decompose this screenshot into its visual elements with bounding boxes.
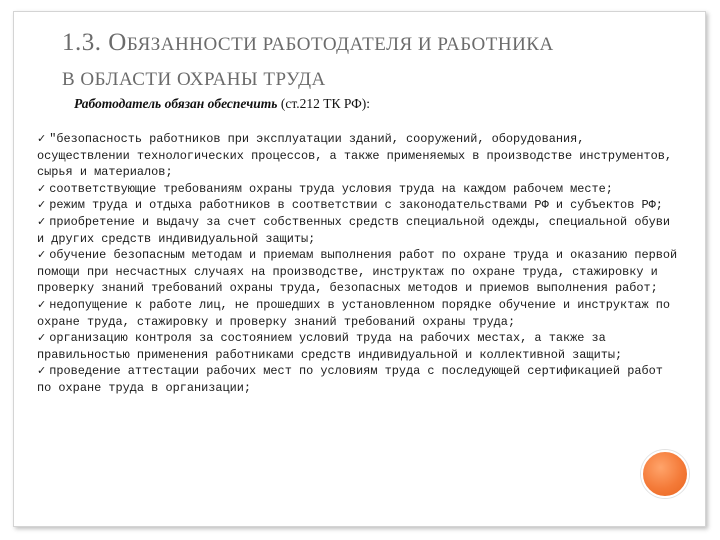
duty-item [37,297,683,330]
check-icon: ✓ [37,181,47,195]
duty-item-text: режим труда и отдыха работников в соответствии с законодательствами РФ и субъектов РФ; [49,198,663,213]
check-icon: ✓ [37,297,47,311]
decorative-orange-circle [641,450,689,498]
duty-item-text: приобретение и выдачу за счет собственных средств специальной одежды, специальной обуви и других средств индивидуальной защиты; [37,214,671,246]
duty-item-text: организацию контроля за состоянием условий труда на рабочих местах, а также за правильностью применения работниками средств индивидуальной и коллективной защиты; [37,331,623,362]
check-icon: ✓ [37,331,47,345]
duty-item [37,247,683,297]
duty-item [37,197,683,214]
duties-list [37,131,683,397]
lead-italic: Работодатель обязан обеспечить [74,96,278,111]
check-icon: ✓ [37,132,47,145]
lead-text [74,96,370,112]
duty-item [37,131,683,181]
duty-item [37,181,683,198]
check-icon: ✓ [37,248,47,262]
check-icon: ✓ [37,364,47,378]
duty-item-text: проведение аттестации рабочих мест по условиям труда с последующей сертификацией работ по охране труда в организации; [37,364,663,395]
check-icon: ✓ [37,214,47,228]
title-cap-letter: О [108,29,127,56]
duty-item [37,330,683,363]
title-number: 1.3. [62,29,102,56]
duty-item [37,214,683,247]
slide-title [62,28,554,91]
duty-item-text: недопущение к работе лиц, не прошедших в установленном порядке обучение и инструктаж по охране труда, стажировку и проверку знаний требований охраны труда; [37,297,671,329]
duty-item [37,363,683,396]
duty-item-text: "безопасность работников при эксплуатации зданий, сооружений, оборудования, осуществлении технологических процессов, а также применяемых в производстве инструментов, сырья и материалов; [37,132,673,180]
lead-rest: (ст.212 ТК РФ): [277,96,371,111]
title-line-1-rest: БЯЗАННОСТИ РАБОТОДАТЕЛЯ И РАБОТНИКА [126,34,554,55]
check-icon: ✓ [37,198,47,212]
duty-item-text: соответствующие требованиям охраны труда условия труда на каждом рабочем месте; [49,181,613,196]
title-line-1 [62,28,554,60]
duty-item-text: обучение безопасным методам и приемам выполнения работ по охране труда и оказанию первой помощи при несчастных случаях на производстве, инструктаж по охране труда, стажировку и проверку знаний требований охраны труда, безопасных методов и приемов выполнения работ; [37,248,678,296]
title-line-2: В ОБЛАСТИ ОХРАНЫ ТРУДА [62,69,326,90]
